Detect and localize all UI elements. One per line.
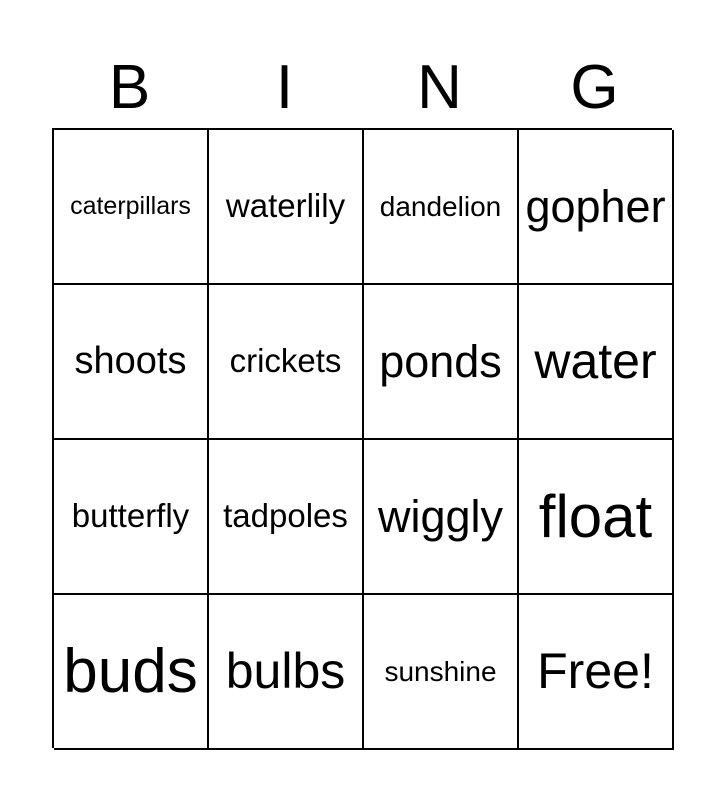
bingo-cell[interactable]: crickets: [209, 285, 364, 440]
bingo-cell[interactable]: caterpillars: [54, 130, 209, 285]
bingo-cell[interactable]: shoots: [54, 285, 209, 440]
bingo-cell[interactable]: ponds: [364, 285, 519, 440]
header-letter-i: I: [275, 53, 294, 122]
bingo-cell[interactable]: waterlily: [209, 130, 364, 285]
header-letter-n: N: [417, 53, 462, 122]
bingo-cell[interactable]: wiggly: [364, 440, 519, 595]
bingo-cell[interactable]: bulbs: [209, 595, 364, 750]
bingo-header: [52, 48, 672, 128]
header-letter-b: B: [108, 53, 151, 122]
bingo-board: [52, 128, 672, 748]
bingo-cell[interactable]: dandelion: [364, 130, 519, 285]
bingo-cell[interactable]: gopher: [519, 130, 674, 285]
bingo-cell[interactable]: butterfly: [54, 440, 209, 595]
bingo-cell[interactable]: sunshine: [364, 595, 519, 750]
bingo-cell[interactable]: buds: [54, 595, 209, 750]
bingo-cell[interactable]: tadpoles: [209, 440, 364, 595]
header-letter-g: G: [570, 53, 619, 122]
free-space-cell[interactable]: Free!: [519, 595, 674, 750]
bingo-cell[interactable]: water: [519, 285, 674, 440]
bingo-cell[interactable]: float: [519, 440, 674, 595]
